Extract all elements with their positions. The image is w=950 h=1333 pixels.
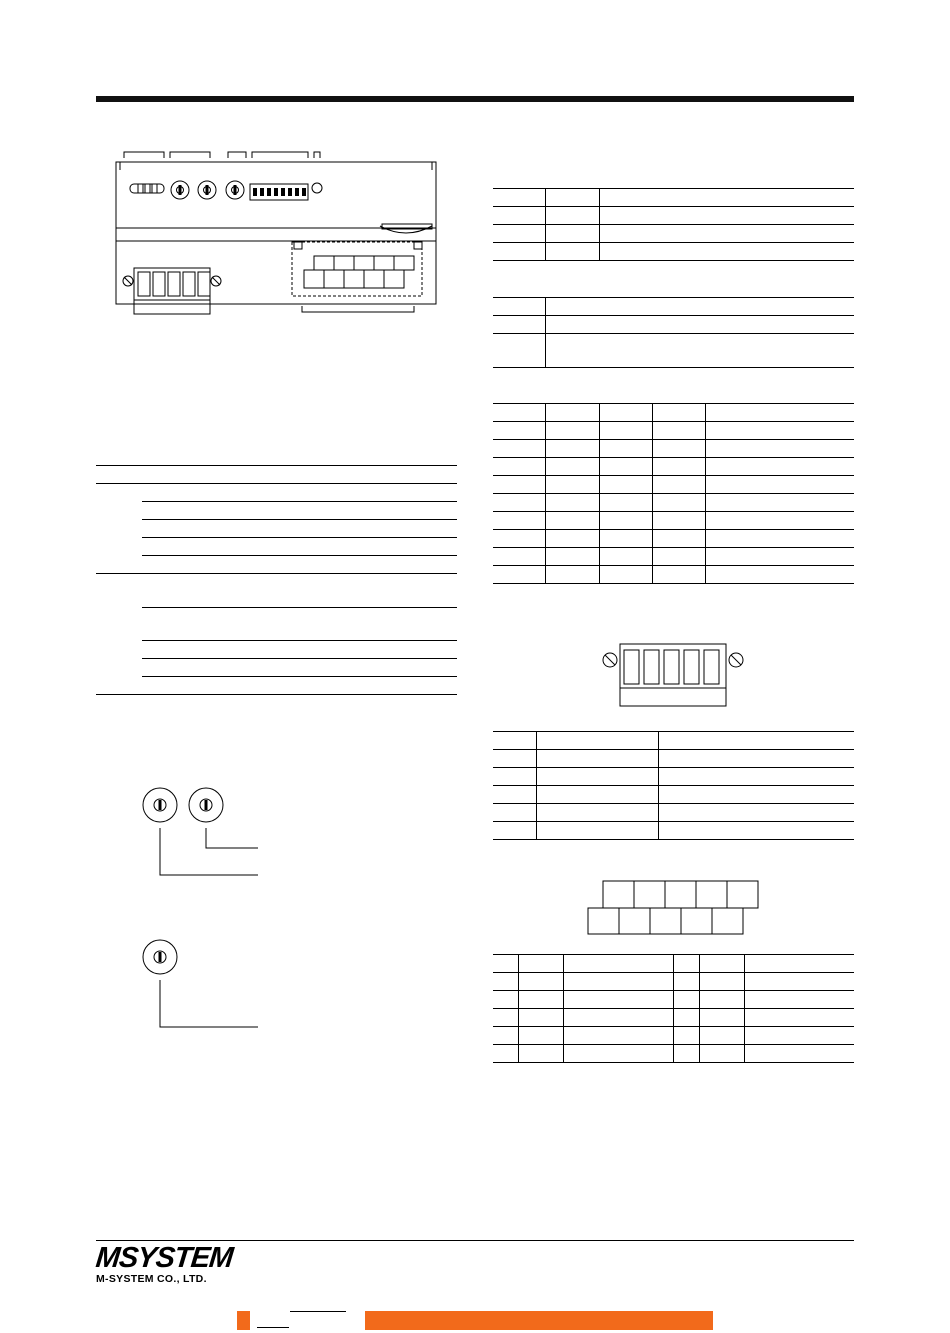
table-3: [493, 403, 854, 584]
terminal-block-diagram: [598, 638, 750, 710]
table-5: [493, 954, 854, 1063]
table-1: [493, 188, 854, 261]
company-name: M-SYSTEM CO., LTD.: [96, 1273, 207, 1285]
footer-upper-rule: [290, 1311, 346, 1312]
device-front-view-diagram: [110, 148, 450, 318]
company-logo: MSYSTEM: [94, 1242, 235, 1274]
switch-setting-table: [96, 465, 457, 695]
rotary-switch-diagram: [130, 780, 270, 1040]
footer-orange-bar: [365, 1311, 713, 1330]
connector-pin-diagram: [585, 878, 765, 938]
footer-rule: [96, 1240, 854, 1241]
table-4: [493, 731, 854, 840]
table-2: [493, 297, 854, 368]
footer-short-rule: [257, 1327, 289, 1328]
header-rule: [96, 96, 854, 102]
footer-orange-block: [237, 1311, 250, 1330]
